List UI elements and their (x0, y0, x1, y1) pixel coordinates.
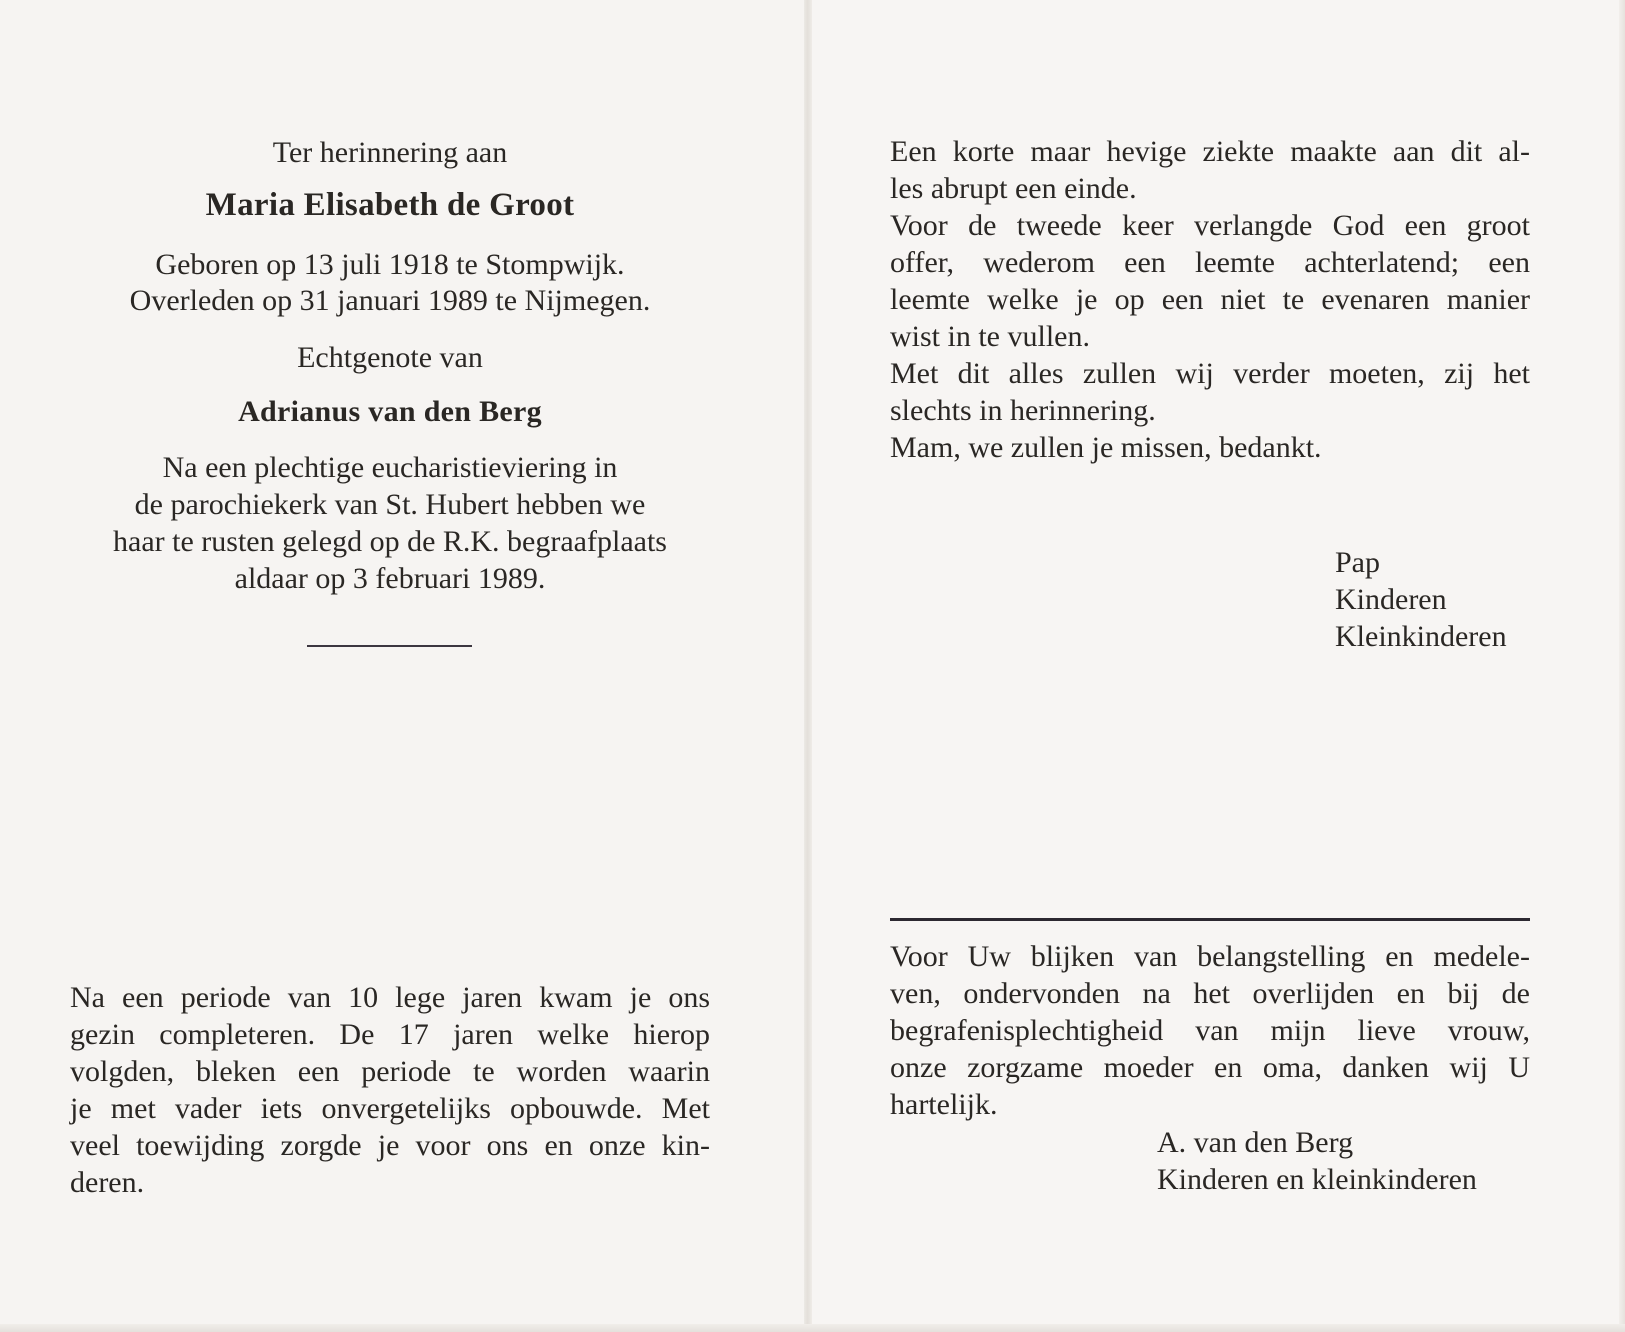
card-edge-bottom (0, 1324, 1625, 1332)
spouse-name: Adrianus van den Berg (238, 395, 542, 428)
story-line: je met vader iets onvergetelijks opbouwde. Met (70, 1092, 710, 1125)
burial-line: aldaar op 3 februari 1989. (234, 562, 546, 595)
thanks-line: hartelijk. (890, 1088, 998, 1121)
story-line: gezin completeren. De 17 jaren welke hierop (70, 1018, 710, 1051)
story-line: deren. (70, 1166, 145, 1199)
divider (890, 918, 1530, 921)
thanks-line: Voor Uw blijken van belangstelling en medele- (890, 940, 1530, 973)
text-line: wist in te vullen. (890, 320, 1090, 353)
text-line: leemte welke je op een niet te evenaren manier (890, 283, 1530, 316)
birth-line: Geboren op 13 juli 1918 te Stompwijk. (155, 248, 625, 281)
text-line: offer, wederom een leemte achterlatend; een (890, 246, 1530, 279)
signature-line: Kinderen (1335, 583, 1447, 616)
text-line: Met dit alles zullen wij verder moeten, zij het (890, 357, 1530, 390)
burial-line: Na een plechtige eucharistieviering in (162, 451, 618, 484)
story-line: volgden, bleken een periode te worden waarin (70, 1055, 710, 1088)
burial-line: de parochiekerk van St. Hubert hebben we (134, 488, 646, 521)
text-line: Mam, we zullen je missen, bedankt. (890, 431, 1322, 464)
text-line: Een korte maar hevige ziekte maakte aan dit al- (890, 135, 1530, 168)
story-line: veel toewijding zorgde je voor ons en onze kin- (70, 1129, 710, 1162)
deceased-name: Maria Elisabeth de Groot (205, 187, 575, 223)
thanks-line: onze zorgzame moeder en oma, danken wij U (890, 1051, 1530, 1084)
thanks-signature-line: A. van den Berg (1157, 1126, 1354, 1159)
card-fold (804, 0, 812, 1332)
spouse-intro: Echtgenote van (297, 341, 483, 374)
burial-line: haar te rusten gelegd op de R.K. begraafplaats (113, 525, 667, 558)
signature-line: Pap (1335, 546, 1380, 579)
thanks-line: ven, ondervonden na het overlijden en bij de (890, 977, 1530, 1010)
text-line: Voor de tweede keer verlangde God een groot (890, 209, 1530, 242)
thanks-signature-line: Kinderen en kleinkinderen (1157, 1163, 1477, 1196)
intro-text: Ter herinnering aan (272, 136, 508, 169)
card-edge (1619, 0, 1625, 1332)
text-line: slechts in herinnering. (890, 394, 1156, 427)
death-line: Overleden op 31 januari 1989 te Nijmegen. (129, 284, 651, 317)
divider (307, 645, 472, 647)
story-line: Na een periode van 10 lege jaren kwam je ons (70, 981, 710, 1014)
text-line: les abrupt een einde. (890, 172, 1137, 205)
signature-line: Kleinkinderen (1335, 620, 1507, 653)
thanks-line: begrafenisplechtigheid van mijn lieve vrouw, (890, 1014, 1530, 1047)
